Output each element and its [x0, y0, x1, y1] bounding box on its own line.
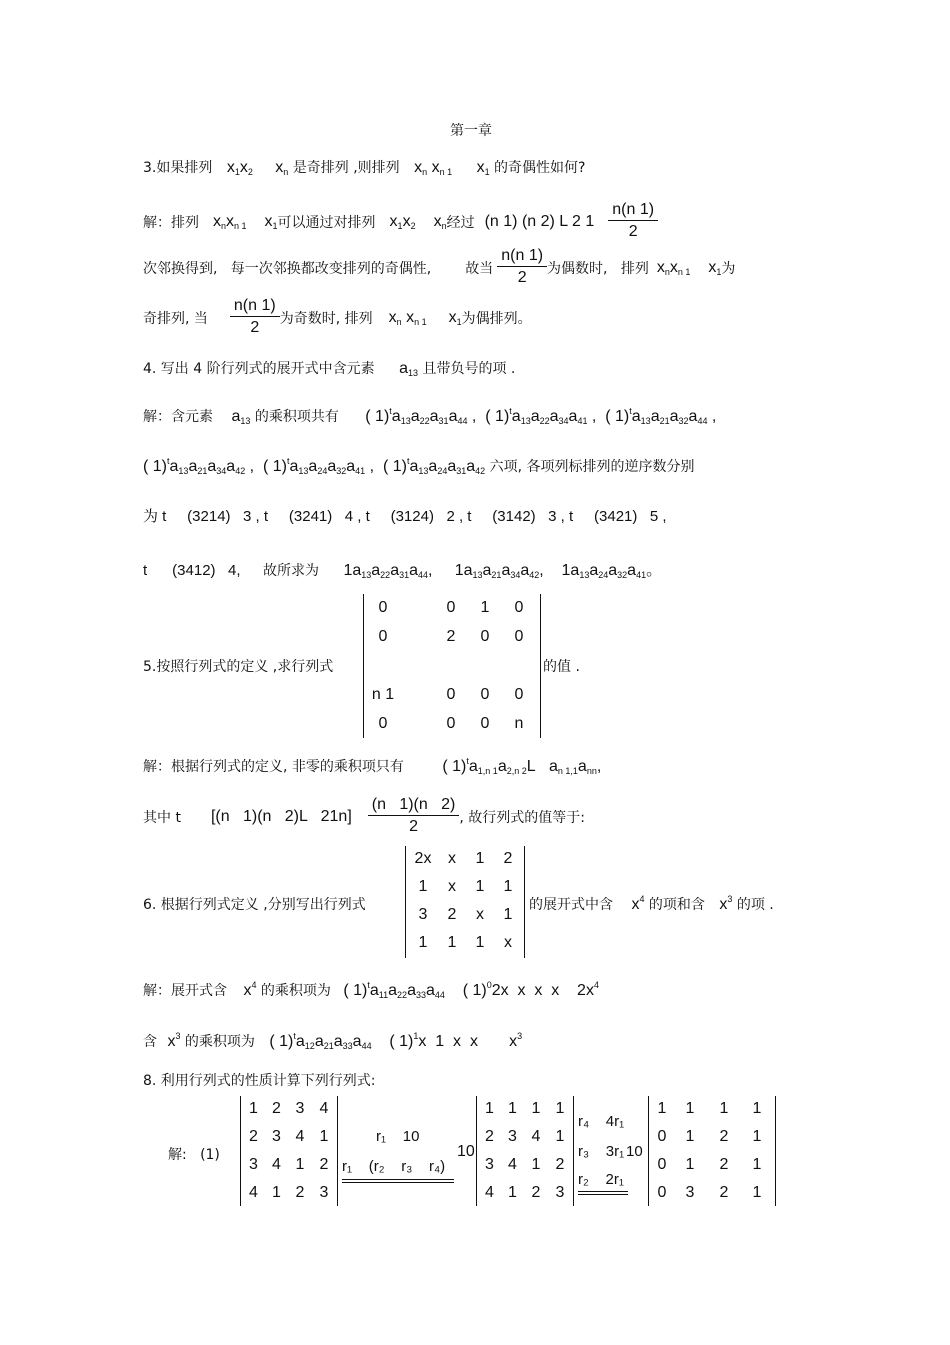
- q8-op2-b: r₃ 3r₁: [578, 1143, 625, 1160]
- matrix-cell: 0: [514, 686, 524, 703]
- q8-factor: 10: [457, 1143, 475, 1160]
- matrix-cell: 4: [531, 1128, 541, 1145]
- matrix-cell: 3: [249, 1156, 258, 1173]
- q4-solution-line3: 为 t (3214) 3 , t (3241) 4 , t (3124) 2 , t (3142) 3 , t (3421) 5 ,: [143, 508, 667, 525]
- matrix-cell: 0: [657, 1128, 667, 1145]
- matrix-cell: 1: [508, 1100, 517, 1117]
- matrix-cell: 0: [378, 599, 388, 616]
- q3-solution-line3: 奇排列, 当 $\frac{n(n 1)}{2}$ 为奇数时, 排列 $x_n$ $x_{n 1}$ $x_1$ 为偶排列。: [143, 297, 532, 336]
- matrix-cell: 1: [475, 850, 485, 867]
- matrix-cell: [434, 656, 468, 676]
- q8-op2-c: r₂ 2r₁: [578, 1171, 624, 1188]
- q8-op2-a: r₄ 4r₁: [578, 1113, 625, 1130]
- matrix-cell: 0: [480, 628, 490, 645]
- matrix-cell: 2: [249, 1128, 258, 1145]
- matrix-cell: 0: [446, 715, 456, 732]
- matrix-cell: x: [476, 906, 484, 923]
- matrix-cell: 2: [555, 1156, 565, 1173]
- matrix-cell: 1: [272, 1184, 281, 1201]
- fraction: $\frac{n(n 1)}{2}$: [608, 200, 658, 243]
- q8-matrix2: [478, 1099, 572, 1203]
- matrix-cell: 3: [485, 1156, 494, 1173]
- matrix-cell: 0: [514, 599, 524, 616]
- matrix-cell: 0: [514, 628, 524, 645]
- q8-solution-label: 解: (1): [168, 1147, 220, 1163]
- matrix-cell: 2: [446, 628, 456, 645]
- matrix-cell: 1: [319, 1128, 329, 1145]
- matrix-cell: 0: [480, 686, 490, 703]
- matrix-cell: 0: [657, 1156, 667, 1173]
- equals-rule: [342, 1179, 454, 1183]
- matrix-cell: 0: [378, 628, 388, 645]
- matrix-cell: 2: [719, 1184, 729, 1201]
- matrix-cell: 1: [485, 1100, 494, 1117]
- q8-matrix3: [651, 1099, 773, 1203]
- matrix-cell: 3: [295, 1100, 305, 1117]
- matrix-cell: [502, 656, 536, 676]
- q8-matrix1: [242, 1099, 336, 1203]
- matrix-cell: 3: [418, 906, 428, 923]
- matrix-cell: 1: [685, 1100, 695, 1117]
- chapter-title: 第一章: [450, 123, 492, 139]
- q5-matrix: [366, 598, 536, 734]
- matrix-cell: 2: [503, 850, 513, 867]
- matrix-cell: [468, 656, 502, 676]
- matrix-cell: [400, 714, 434, 734]
- matrix-cell: 1: [752, 1128, 762, 1145]
- matrix-cell: 1: [480, 599, 490, 616]
- q3-question: 3.如果排列 $x_1x_2$ $x_n$ 是奇排列 ,则排列 $x_n$ $x_{n 1}$ $x_1$ 的奇偶性如何?: [143, 159, 586, 177]
- matrix-cell: [400, 598, 434, 618]
- q5-solution-line2: 其中 t [(n 1)(n 2)L 21n] $\frac{(n 1)(n 2)}{2}$ , 故行列式的值等于:: [143, 796, 585, 835]
- q5-question-right: 的值 .: [543, 659, 580, 675]
- matrix-cell: 2: [447, 906, 457, 923]
- matrix-cell: 1: [555, 1128, 565, 1145]
- matrix-cell: 2x: [414, 850, 432, 867]
- matrix-cell: 2: [719, 1128, 729, 1145]
- matrix-cell: 1: [418, 934, 428, 951]
- q5-question-left: 5.按照行列式的定义 ,求行列式: [143, 659, 334, 675]
- matrix-cell: x: [448, 850, 456, 867]
- matrix-cell: 3: [272, 1128, 281, 1145]
- matrix-cell: [366, 656, 400, 676]
- matrix-cell: 1: [508, 1184, 517, 1201]
- matrix-cell: 1: [555, 1100, 565, 1117]
- matrix-cell: 4: [295, 1128, 305, 1145]
- matrix-cell: 1: [657, 1100, 667, 1117]
- q4-solution-line2: ( $1)^ta_{13}a_{21}a_{34}a_{42}$ , ( $1)^ta_{13}a_{24}a_{32}a_{41}$ , ( $1)^ta_{13}a_{24}a_{31}a_{42}$ 六项, 各项列标排列的逆序数分别: [143, 456, 695, 476]
- matrix-cell: n: [514, 715, 524, 732]
- matrix-cell: 2: [531, 1184, 541, 1201]
- matrix-cell: 0: [657, 1184, 667, 1201]
- q3-solution-line1: 解：排列 $x_nx_{n 1}$ $x_1$ 可以通过对排列 $x_1x_2$ $x_n$ 经过 (n 1) (n 2) L 2 1 $\frac{n(n 1)}{2}$: [143, 200, 658, 243]
- matrix-cell: 3: [508, 1128, 517, 1145]
- matrix-cell: 1: [752, 1100, 762, 1117]
- matrix-cell: 1: [503, 878, 513, 895]
- matrix-cell: n 1: [371, 686, 395, 703]
- matrix-cell: 3: [555, 1184, 565, 1201]
- matrix-cell: 1: [475, 878, 485, 895]
- q8-op2-factor: 10: [626, 1143, 643, 1160]
- matrix-cell: 0: [480, 715, 490, 732]
- matrix-cell: 1: [685, 1128, 695, 1145]
- matrix-cell: 4: [485, 1184, 494, 1201]
- matrix-cell: 1: [531, 1100, 541, 1117]
- matrix-cell: 3: [319, 1184, 329, 1201]
- q4-question: 4. 写出 4 阶行列式的展开式中含元素 $a_{13}$ 且带负号的项 .: [143, 360, 516, 378]
- matrix-cell: 0: [446, 599, 456, 616]
- matrix-cell: 0: [446, 686, 456, 703]
- q4-solution-line1: 解：含元素 $a_{13}$ 的乘积项共有 ( $1)^ta_{13}a_{22}a_{31}a_{44}$ , ( $1)^ta_{13}a_{22}a_{34}a_{41}$ , ( $1)^ta_{13}a_{21}a_{32}a_{44}$ ,: [143, 406, 717, 426]
- q8-question: 8. 利用行列式的性质计算下列行列式:: [143, 1073, 376, 1089]
- matrix-cell: 4: [272, 1156, 281, 1173]
- equals-rule: [578, 1191, 628, 1195]
- matrix-cell: 4: [319, 1100, 329, 1117]
- matrix-cell: [400, 685, 434, 705]
- matrix-cell: 1: [475, 934, 485, 951]
- q4-solution-line4: t (3412) 4, 故所求为 $1a_{13}a_{22}a_{31}a_{44}$, $1a_{13}a_{21}a_{34}a_{42}$, $1a_{13}a_{24}a_{32}a_{41}$。: [143, 562, 663, 580]
- matrix-cell: 2: [319, 1156, 329, 1173]
- matrix-cell: 1: [719, 1100, 729, 1117]
- matrix-cell: 1: [685, 1156, 695, 1173]
- matrix-cell: 1: [249, 1100, 258, 1117]
- q5-solution-line1: 解：根据行列式的定义, 非零的乘积项只有 ( $1)^ta_{1,n 1}a_{2,n 2}L$ $a_{n 1,1}a_{nn}$,: [143, 756, 602, 776]
- q8-op1-top: r₁ 10: [376, 1128, 420, 1145]
- matrix-cell: [400, 656, 434, 676]
- matrix-cell: 1: [531, 1156, 541, 1173]
- matrix-cell: 1: [752, 1184, 762, 1201]
- matrix-cell: 1: [447, 934, 457, 951]
- matrix-cell: 1: [752, 1156, 762, 1173]
- matrix-cell: 1: [418, 878, 428, 895]
- q3-solution-line2: 次邻换得到, 每一次邻换都改变排列的奇偶性, 故当 $\frac{n(n 1)}{2}$ 为偶数时, 排列 $x_nx_{n 1}$ $x_1$ 为: [143, 247, 736, 286]
- matrix-cell: 1: [503, 906, 513, 923]
- matrix-cell: 2: [719, 1156, 729, 1173]
- q6-solution-line2: 含 $x^3$ 的乘积项为 ( $1)^ta_{12}a_{21}a_{33}a_{44}$ ( 1)$^1$x 1 x x $x^3$: [143, 1031, 523, 1051]
- matrix-cell: 0: [378, 715, 388, 732]
- matrix-cell: [400, 627, 434, 647]
- q8-op1-bottom: r₁ (r₂ r₃ r₄): [342, 1158, 446, 1175]
- matrix-cell: 1: [295, 1156, 305, 1173]
- q6-solution-line1: 解：展开式含 $x^4$ 的乘积项为 ( $1)^ta_{11}a_{22}a_{33}a_{44}$ ( 1)$^0$2x x x x $2x^4$: [143, 980, 599, 1000]
- matrix-cell: 2: [295, 1184, 305, 1201]
- q6-question-right: 的展开式中含 $x^4$ 的项和含 $x^3$ 的项 .: [529, 894, 774, 913]
- matrix-cell: 4: [508, 1156, 517, 1173]
- matrix-cell: 3: [685, 1184, 695, 1201]
- matrix-cell: 4: [249, 1184, 258, 1201]
- matrix-cell: x: [448, 878, 456, 895]
- matrix-cell: 2: [272, 1100, 281, 1117]
- matrix-cell: x: [504, 934, 512, 951]
- q6-matrix: [408, 849, 522, 953]
- matrix-cell: 2: [485, 1128, 494, 1145]
- q6-question-left: 6. 根据行列式定义 ,分别写出行列式: [143, 897, 366, 913]
